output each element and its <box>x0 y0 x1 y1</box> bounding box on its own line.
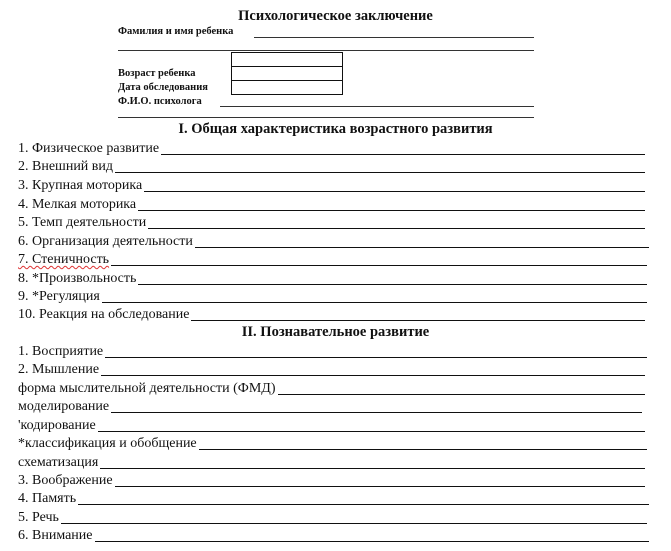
list-item <box>18 307 645 323</box>
answer-line[interactable] <box>195 247 649 248</box>
answer-line[interactable] <box>144 191 645 192</box>
list-item <box>18 344 647 360</box>
answer-line[interactable] <box>100 468 645 469</box>
list-item <box>18 418 645 434</box>
item-label: 3. Крупная моторика <box>18 178 143 193</box>
psychologist-name-line[interactable] <box>220 106 534 107</box>
answer-line[interactable] <box>105 357 647 358</box>
list-item <box>18 436 647 452</box>
item-label: 1. Физическое развитие <box>18 141 160 156</box>
answer-line[interactable] <box>161 154 645 155</box>
item-label: 4. Память <box>18 491 77 506</box>
answer-line[interactable] <box>278 394 645 395</box>
answer-line[interactable] <box>115 486 645 487</box>
item-label: 2. Мышление <box>18 362 100 377</box>
item-label: схематизация <box>18 455 99 470</box>
answer-line[interactable] <box>148 228 645 229</box>
answer-line[interactable] <box>138 210 645 211</box>
item-label: 1. Восприятие <box>18 344 104 359</box>
list-item <box>18 197 645 213</box>
list-item <box>18 510 647 526</box>
answer-line[interactable] <box>78 504 649 505</box>
list-item <box>18 215 645 231</box>
item-label: 2. Внешний вид <box>18 159 114 174</box>
answer-line[interactable] <box>111 412 642 413</box>
item-label: 9. *Регуляция <box>18 289 100 304</box>
item-label: форма мыслительной деятельности (ФМД) <box>18 381 276 396</box>
list-item <box>18 141 645 157</box>
answer-line[interactable] <box>95 541 650 542</box>
section-2-title: II. Познавательное развитие <box>241 324 430 340</box>
child-name-line[interactable] <box>254 37 534 38</box>
item-label: 7. Стеничность <box>18 252 110 267</box>
child-name-label: Фамилия и имя ребенка <box>118 26 234 37</box>
answer-line[interactable] <box>101 375 645 376</box>
list-item <box>18 399 642 415</box>
list-item <box>18 381 645 397</box>
item-label: моделирование <box>18 399 110 414</box>
child-name-line-2[interactable] <box>118 50 534 51</box>
list-item <box>18 271 647 287</box>
child-age-label: Возраст ребенка <box>118 68 196 79</box>
psychologist-name-label: Ф.И.О. психолога <box>118 96 202 107</box>
item-label: 6. Внимание <box>18 528 93 543</box>
list-item <box>18 491 649 507</box>
list-item <box>18 473 645 489</box>
list-item <box>18 159 645 175</box>
info-box-age[interactable] <box>231 66 343 81</box>
item-label: 8. *Произвольность <box>18 271 137 286</box>
list-item <box>18 234 649 250</box>
item-label: 3. Воображение <box>18 473 113 488</box>
answer-line[interactable] <box>102 302 647 303</box>
list-item <box>18 362 645 378</box>
document-title: Психологическое заключение <box>238 8 433 24</box>
answer-line[interactable] <box>111 265 647 266</box>
item-label: 5. Речь <box>18 510 59 525</box>
answer-line[interactable] <box>61 523 647 524</box>
list-item <box>18 252 647 268</box>
answer-line[interactable] <box>199 449 647 450</box>
list-item <box>18 178 645 194</box>
info-box-date[interactable] <box>231 80 343 95</box>
list-item <box>18 455 645 471</box>
item-label: 5. Темп деятельности <box>18 215 147 230</box>
list-item <box>18 289 647 305</box>
item-label: 4. Мелкая моторика <box>18 197 137 212</box>
section-1-title: I. Общая характеристика возрастного развития <box>178 121 493 137</box>
psychologist-name-line-2[interactable] <box>118 117 534 118</box>
answer-line[interactable] <box>115 172 645 173</box>
item-label: 10. Реакция на обследование <box>18 307 190 322</box>
item-label: 6. Организация деятельности <box>18 234 193 249</box>
item-label: 'кодирование <box>18 418 96 433</box>
answer-line[interactable] <box>191 320 645 321</box>
list-item <box>18 528 649 544</box>
info-box-1[interactable] <box>231 52 343 67</box>
exam-date-label: Дата обследования <box>118 82 208 93</box>
answer-line[interactable] <box>138 284 647 285</box>
answer-line[interactable] <box>98 431 645 432</box>
item-label: *классификация и обобщение <box>18 436 197 451</box>
